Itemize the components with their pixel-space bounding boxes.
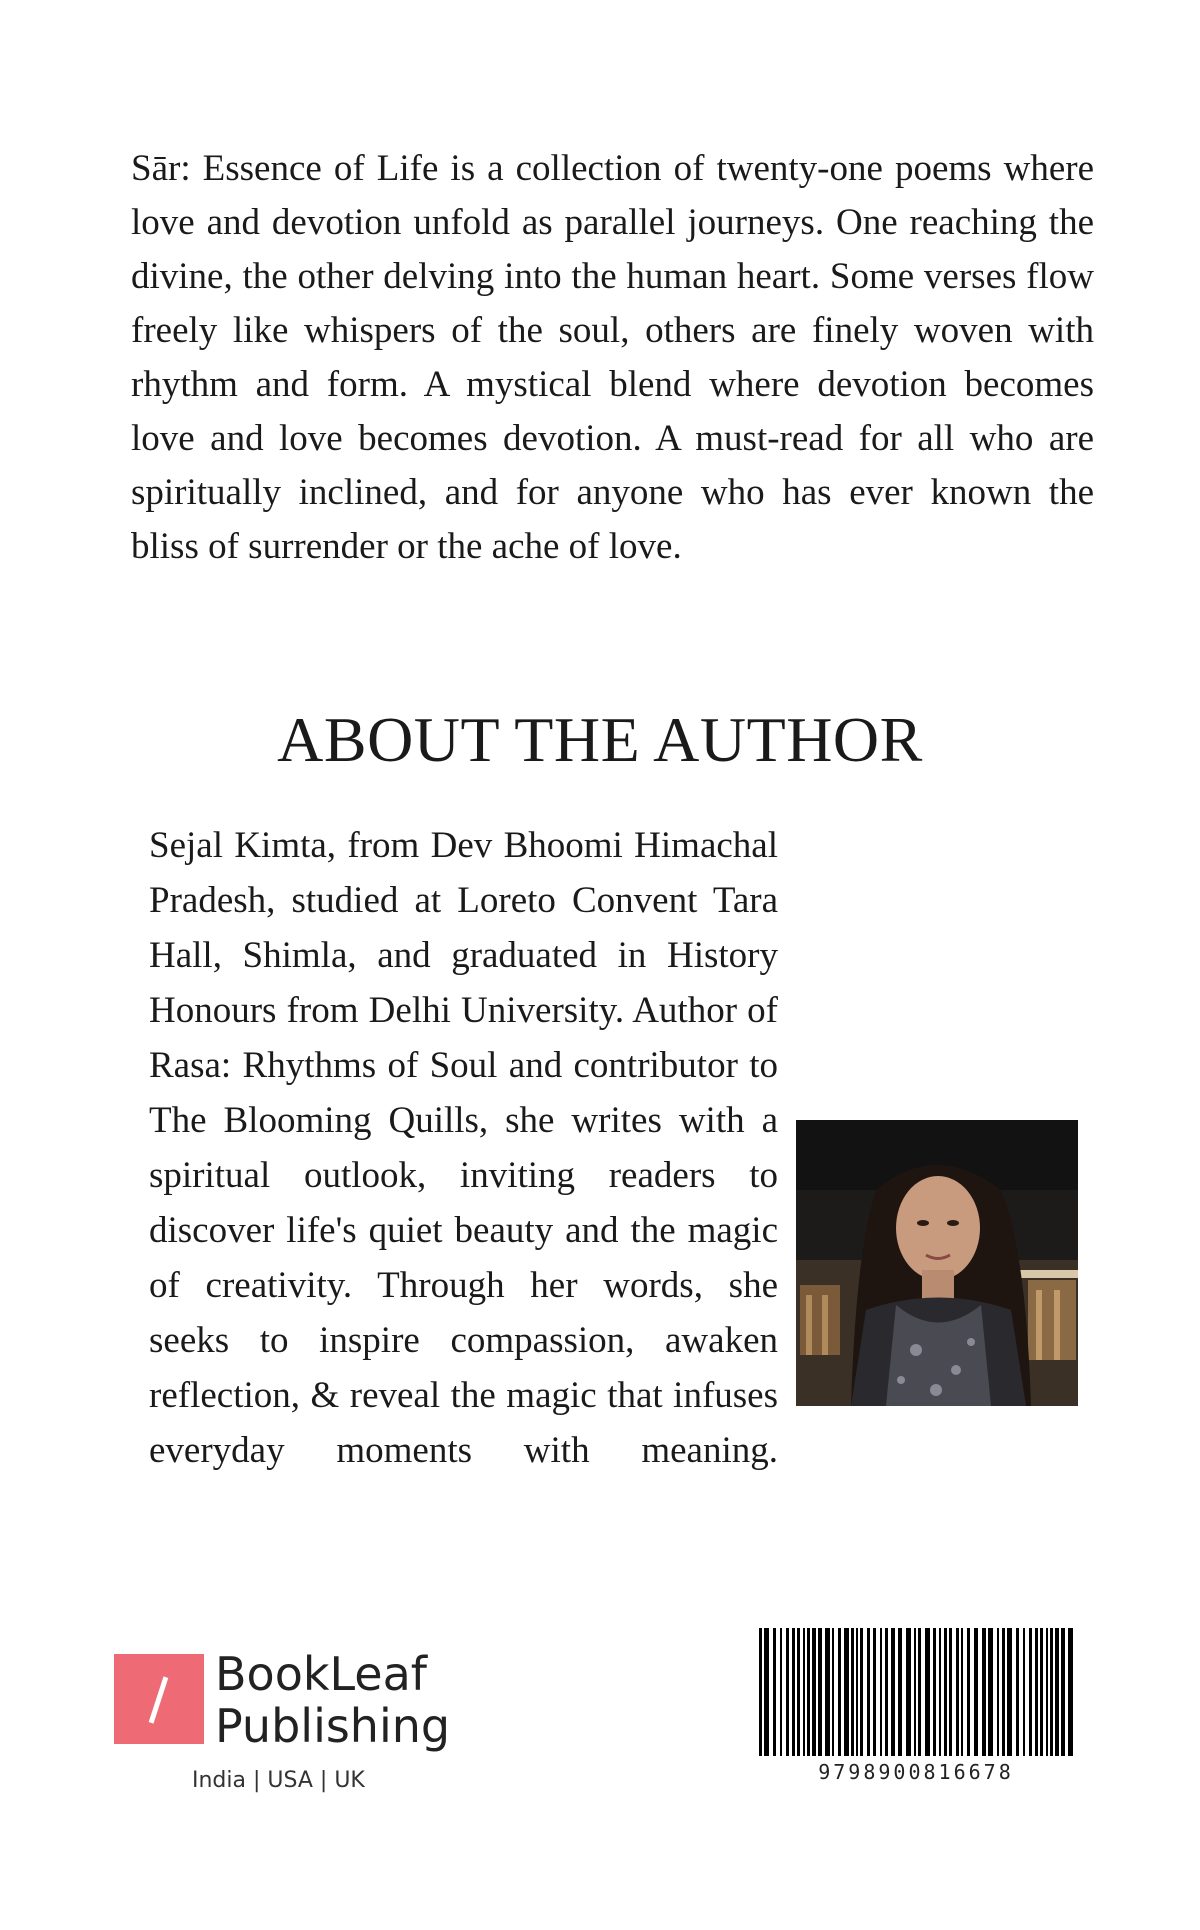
barcode-bar bbox=[898, 1628, 902, 1756]
barcode-bar bbox=[967, 1628, 970, 1756]
barcode-bar bbox=[880, 1628, 882, 1756]
publisher-logo-icon bbox=[114, 1654, 204, 1744]
publisher-regions: India | USA | UK bbox=[192, 1768, 365, 1793]
barcode-bar bbox=[982, 1628, 986, 1756]
barcode-bar bbox=[944, 1628, 947, 1756]
barcode-bar bbox=[925, 1628, 930, 1756]
barcode-bar bbox=[764, 1628, 769, 1756]
barcode-bar bbox=[933, 1628, 936, 1756]
barcode-bar bbox=[851, 1628, 854, 1756]
barcode-bar bbox=[1050, 1628, 1053, 1756]
barcode-bar bbox=[1035, 1628, 1038, 1756]
barcode-bar bbox=[949, 1628, 952, 1756]
about-author-heading: ABOUT THE AUTHOR bbox=[277, 704, 923, 775]
barcode-bar bbox=[1023, 1628, 1025, 1756]
barcode-bar bbox=[885, 1628, 888, 1756]
barcode-bar bbox=[838, 1628, 841, 1756]
barcode-bar bbox=[873, 1628, 876, 1756]
publisher-name-line2: Publishing bbox=[215, 1699, 451, 1753]
barcode-bar bbox=[1068, 1628, 1073, 1756]
barcode-bar bbox=[997, 1628, 999, 1756]
barcode-bar bbox=[891, 1628, 895, 1756]
barcode-bar bbox=[1040, 1628, 1043, 1756]
book-blurb: Sār: Essence of Life is a collection of twenty-one poems where love and devotion unfold as parallel journeys. One reaching the divine, the other delving into the human heart. Some verses flow freely like whispers of the soul, others are finely woven with rhythm and form. A mystical blend where devotion becomes love and love becomes devotion. A must-read for all who are spiritually inclined, and for anyone who has ever known the bliss of surrender or the ache of love. bbox=[131, 148, 1094, 567]
barcode-bar bbox=[1029, 1628, 1032, 1756]
barcode-bar bbox=[792, 1628, 795, 1756]
isbn-number: 9798900816678 bbox=[818, 1760, 1014, 1784]
barcode-bar bbox=[797, 1628, 800, 1756]
author-photo bbox=[796, 1120, 1078, 1406]
barcode-bar bbox=[961, 1628, 963, 1756]
barcode-bar bbox=[1046, 1628, 1048, 1756]
barcode-bar bbox=[812, 1628, 816, 1756]
barcode-bar bbox=[914, 1628, 916, 1756]
publisher-name-line1: BookLeaf bbox=[215, 1647, 427, 1701]
barcode-bar bbox=[1007, 1628, 1012, 1756]
barcode-bar bbox=[1016, 1628, 1019, 1756]
barcode-bar bbox=[832, 1628, 834, 1756]
barcode-bar bbox=[825, 1628, 830, 1756]
barcode-bar bbox=[956, 1628, 959, 1756]
barcode-bar bbox=[773, 1628, 776, 1756]
barcode-bar bbox=[759, 1628, 762, 1756]
barcode-bar bbox=[974, 1628, 978, 1756]
barcode-bar bbox=[1055, 1628, 1059, 1756]
barcode-bar bbox=[867, 1628, 870, 1756]
barcode-bar bbox=[803, 1628, 805, 1756]
barcode-bar bbox=[988, 1628, 993, 1756]
barcode-bar bbox=[939, 1628, 941, 1756]
publisher-block bbox=[114, 1648, 474, 1798]
barcode-bar bbox=[818, 1628, 822, 1756]
barcode-bar bbox=[780, 1628, 782, 1756]
barcode-bar bbox=[906, 1628, 911, 1756]
barcode-bar bbox=[918, 1628, 921, 1756]
barcode-bar bbox=[1061, 1628, 1065, 1756]
author-bio: Sejal Kimta, from Dev Bhoomi Himachal Pradesh, studied at Loreto Convent Tara Hall, Shimla, and graduated in History Honours from Delhi University. Author of Rasa: Rhythms of Soul and contributor to The Blooming Quills, she writes with a spiritual outlook, inviting readers to discover life's quiet beauty and the magic of creativity. Through her words, she seeks to inspire compassion, awaken reflection, & reveal the magic that infuses everyday moments with meaning. bbox=[149, 825, 778, 1471]
barcode-bar bbox=[860, 1628, 863, 1756]
publisher-name bbox=[215, 1648, 450, 1752]
barcode-bar bbox=[786, 1628, 789, 1756]
barcode-bar bbox=[856, 1628, 858, 1756]
barcode-bar bbox=[844, 1628, 849, 1756]
barcode-bar bbox=[1002, 1628, 1005, 1756]
barcode-bar bbox=[807, 1628, 810, 1756]
